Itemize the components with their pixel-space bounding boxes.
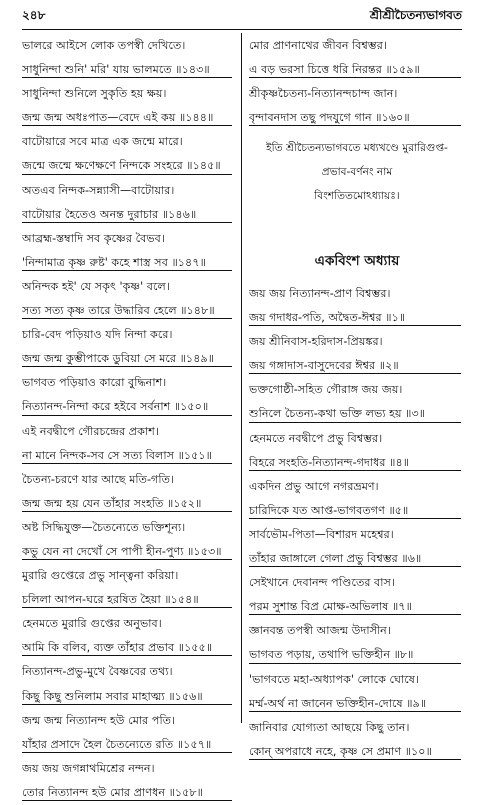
chapter-title: একবিংশ অধ্যায় xyxy=(314,253,400,269)
verse-line: সেইখানে দেবানন্দ পণ্ডিতের বাস। xyxy=(249,576,395,590)
verse-line: ভালরে আইসে লোক তপস্বী দেখিতে। xyxy=(22,39,186,52)
page-number: ২৪৮ xyxy=(22,8,46,22)
verse-line: অতএব নিন্দক-সন্ন্যাসী—বাটোয়ার। xyxy=(22,183,175,197)
verse-line: জয় শ্রীনিবাস-হরিদাস-প্রিয়ঙ্কর। xyxy=(249,335,383,349)
verse-line: জন্ম জন্ম নিত্যানন্দ হউ মোর পতি। xyxy=(22,713,176,727)
verse-line: জ্ঞানবন্ত তপস্বী আজন্ম উদাসীন। xyxy=(249,624,391,638)
verse-line: এই নবদ্বীপে গৌরচন্দ্রের প্রকাশ। xyxy=(22,424,159,438)
verse-line: কিছু কিছু শুনিলাম সবার মাহাত্ম্য ॥১৫৬॥ xyxy=(22,685,236,709)
verse-line: চৈতন্য-চরণে যার আছে মতি-গতি। xyxy=(22,472,174,486)
verse-line: জন্ম জন্ম কুম্ভীপাকে ডুবিয়া সে মরে ॥১৪৯॥ xyxy=(22,347,236,371)
verse-line: তাঁহার জাঙ্গালে গেলা প্রভু বিশ্বম্ভর ॥৬॥ xyxy=(249,547,465,571)
right-column-top xyxy=(249,34,465,130)
verse-line: ভাগবত পড়িয়াও কারো বুদ্ধিনাশ। xyxy=(22,376,167,390)
left-column xyxy=(22,34,236,805)
verse-line: নিত্যানন্দ-নিন্দা করে হইবে সর্বনাশ ॥১৫০॥ xyxy=(22,395,236,419)
colophon-line: ইতি শ্রীচৈতন্যভাগবতে মধ্যখণ্ডে মুরারিগুপ্ত- xyxy=(266,142,448,154)
verse-line: আব্রহ্ম-স্তম্বাদি সব কৃষ্ণের বৈভব। xyxy=(22,231,165,245)
verse-line: সাধুনিন্দা শুনি' মরি' যায় ভালমতে ॥১৪৩॥ xyxy=(22,58,236,82)
verse-line: নিত্যানন্দ-প্রভু-মুখে বৈষ্ণবের তথ্য। xyxy=(22,665,173,679)
verse-line: পরম সুশান্ত বিপ্র মোক্ষ-অভিলাষ ॥৭॥ xyxy=(249,595,465,619)
verse-line: আমি কি বলিব, ব্যক্ত তাঁহার প্রভাব ॥১৫৫॥ xyxy=(22,636,236,660)
column-divider xyxy=(241,33,242,723)
verse-line: শুনিলে চৈতন্য-কথা ভক্তি লভ্য হয় ॥৩॥ xyxy=(249,402,465,426)
verse-line: জন্ম জন্ম অধঃপাত—বেদে এই কয় ॥১৪৪॥ xyxy=(22,106,236,130)
header-rule xyxy=(22,29,462,30)
verse-line: জয় জয় নিত্যানন্দ-প্রাণ বিশ্বম্ভর। xyxy=(249,287,391,300)
verse-line: জয় জয় জগন্নাথমিশ্রের নন্দন। xyxy=(22,761,155,775)
verse-line: হেনমতে নবদ্বীপে প্রভু বিশ্বম্ভর। xyxy=(249,431,383,445)
right-column-bottom xyxy=(249,282,465,764)
verse-line: 'ভাগবতে মহা-অধ্যাপক' লোকে ঘোষে। xyxy=(249,672,419,686)
verse-line: শ্রীকৃষ্ণচৈতন্য-নিত্যানন্দচান্দ জান। xyxy=(249,87,398,101)
verse-line: চারিদিকে যত আপ্ত-ভাগবতগণ ॥৫॥ xyxy=(249,499,465,523)
verse-line: বাটোয়ার হৈতেও অনন্ত দুরাচার ॥১৪৬॥ xyxy=(22,203,236,227)
verse-line: ভক্তগোষ্ঠী-সহিত গৌরাঙ্গ জয় জয়। xyxy=(249,383,403,397)
verse-line: কোন্ অপরাধে নহে, কৃষ্ণ সে প্রমাণ ॥১০॥ xyxy=(249,740,465,764)
verse-line: জানিবার যোগ্যতা আছয়ে কিছু তান। xyxy=(249,720,410,734)
verse-line: বাটোয়ারে সবে মাত্র এক জন্মে মারে। xyxy=(22,135,183,149)
verse-line: বৃন্দাবনদাস তছু পদযুগে গান ॥১৬০॥ xyxy=(249,106,465,130)
verse-line: মোর প্রাণনাথের জীবন বিশ্বম্ভর। xyxy=(249,39,387,52)
verse-line: 'নিন্দামাত্র কৃষ্ণ রুষ্ট' কহে শাস্ত্র সব ॥১৪৭॥ xyxy=(22,251,236,275)
verse-line: জন্ম জন্ম হয় যেন তাঁহার সংহতি ॥১৫২॥ xyxy=(22,492,236,516)
verse-line: সাধুনিন্দা শুনিলে সুকৃতি হয় ক্ষয়। xyxy=(22,87,167,101)
colophon-line: প্রভাব-বর্ণনং নাম xyxy=(321,166,393,178)
verse-line: বিহরে সংহতি-নিত্যানন্দ-গদাধর ॥৪॥ xyxy=(249,451,465,475)
verse-line: একদিন প্রভু আগে নগরভ্রমণ। xyxy=(249,479,379,493)
verse-line: যাঁহার প্রসাদে হৈল চৈতন্যেতে রতি ॥১৫৭॥ xyxy=(22,733,236,757)
verse-line: সত্য সত্য কৃষ্ণ তারে উদ্ধারিব হেলে ॥১৪৮॥ xyxy=(22,299,236,323)
book-title: শ্রীশ্রীচৈতন্যভাগবত xyxy=(369,8,462,22)
verse-line: কভু যেন না দেখোঁ সে পাপী হীন-পুণ্য ॥১৫৩॥ xyxy=(22,540,236,564)
verse-line: চলিলা আপন-ঘরে হরষিত হৈয়া ॥১৫৪॥ xyxy=(22,588,236,612)
verse-line: মুরারি গুপ্তেরে প্রভু সান্ত্বনা করিয়া। xyxy=(22,569,179,583)
verse-line: জয় গদাধর-পতি, অদ্বৈত-ঈশ্বর ॥১॥ xyxy=(249,306,465,330)
verse-line: ভাগবত পড়ায়, তথাপি ভক্তিহীন ॥৮॥ xyxy=(249,643,465,667)
running-header xyxy=(22,8,462,26)
verse-line: তোর নিত্যানন্দ হউ মোর প্রাণধন ॥১৫৮॥ xyxy=(22,781,236,805)
chapter-colophon xyxy=(249,136,465,208)
verse-line: চারি-বেদ পড়িয়াও যদি নিন্দা করে। xyxy=(22,328,173,342)
verse-line: মর্ম্ম-অর্থ না জানেন ভক্তিহীন-দোষে ॥৯॥ xyxy=(249,692,465,716)
verse-line: সার্বভৌম-পিতা—বিশারদ মহেশ্বর। xyxy=(249,527,394,541)
verse-line: জয় গঙ্গাদাস-বাসুদেবের ঈশ্বর ॥২॥ xyxy=(249,354,465,378)
colophon-line: বিংশতিতমোঽধ্যায়ঃ। xyxy=(314,190,400,202)
verse-line: জন্মে জন্মে ক্ষণেক্ষণে নিন্দকে সংহরে ॥১৪৫॥ xyxy=(22,154,236,178)
verse-line: অনিন্দক হই' যে সকৃৎ 'কৃষ্ণ' বলে। xyxy=(22,279,170,293)
verse-line: এ বড় ভরসা চিত্তে ধরি নিরন্তর ॥১৫৯॥ xyxy=(249,58,465,82)
verse-line: না মানে নিন্দক-সব সে সত্য বিলাস ॥১৫১॥ xyxy=(22,444,236,468)
verse-line: হেনমতে মুরারি গুপ্তের অনুভাব। xyxy=(22,617,162,631)
verse-line: অষ্ট সিদ্ধিযুক্ত—চৈতন্যেতে ভক্তিশূন্য। xyxy=(22,520,186,534)
